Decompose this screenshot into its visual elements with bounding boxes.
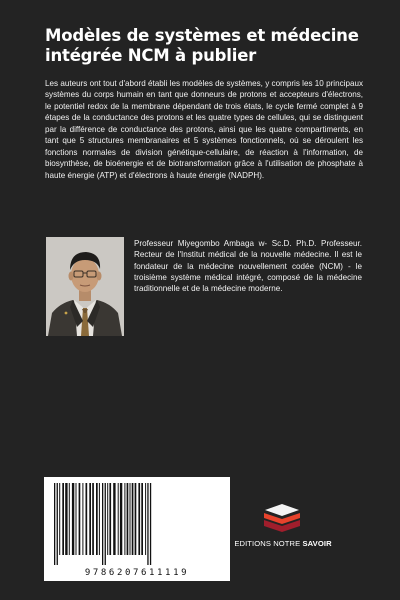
barcode-bars [52, 483, 222, 565]
book-title: Modèles de systèmes et médecine intégrée NCM à publier [45, 26, 359, 65]
publisher-name-light: EDITIONS NOTRE [234, 539, 303, 548]
publisher-logo-icon [262, 500, 302, 534]
author-bio: Professeur Miyegombo Ambaga w- Sc.D. Ph.D. Professeur. Recteur de l'Institut médical de la nouvelle médecine. Il est le fondateur de la médecine nouvellement codée (NCM) - le troisième système médical intégré, composé de la médecine traditionnelle et de la médecine moderne. [134, 239, 362, 294]
book-summary: Les auteurs ont tout d'abord établi les modèles de systèmes, y compris les 10 principaux systèmes du corps humain en tant que donneurs de protons et accepteurs d'électrons, le potentiel redox de la membrane dépendant de trois états, le cycle fermé complet à 9 étapes de la conductance des protons et les quatre types de cellules, qui se distinguent par la différence de conductance des protons, ainsi que les quatre compartiments, en tant que 5 structures membranaires et 5 systèmes fonctionnels, où se déroulent les fonctions normales de division génétique-cellulaire, de réaction à l'information, de biosynthèse, de bioénergie et de biotransformation grâce à l'utilisation de phosphate à haute énergie (ATP) et d'électrons à haute énergie (NADPH). [45, 79, 363, 180]
author-photo [46, 237, 124, 336]
isbn-barcode [44, 477, 230, 581]
publisher-name-bold: SAVOIR [302, 539, 332, 548]
publisher-name [228, 539, 338, 548]
barcode-digits: 9786207611119 [84, 568, 190, 578]
